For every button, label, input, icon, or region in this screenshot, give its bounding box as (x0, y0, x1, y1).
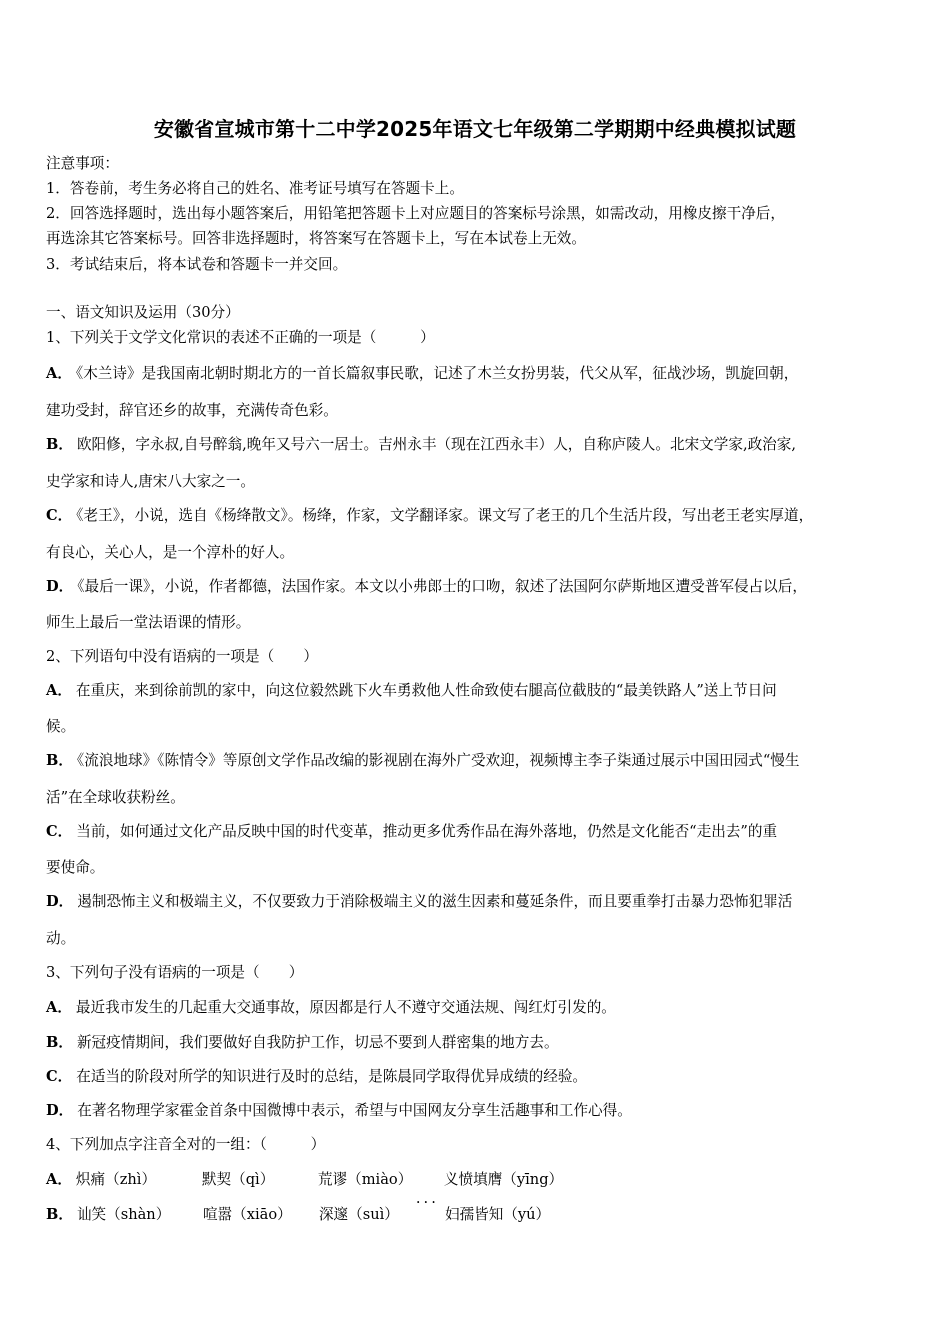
option-continuation: 动。 (46, 930, 76, 947)
page-title: 安徽省宣城市第十二中学2025年语文七年级第二学期期中经典模拟试题 (153, 117, 797, 141)
question-3-option-d (46, 1099, 632, 1120)
option-label: B． (46, 1034, 73, 1051)
pinyin-item: 深邃（suì） (318, 1206, 399, 1223)
option-continuation: 师生上最后一堂法语课的情形。 (46, 614, 251, 631)
pinyin-item: 默契（qì） (201, 1171, 275, 1188)
pinyin-item: 炽痛（zhì） (75, 1171, 157, 1188)
notice-item: 3．考试结束后，将本试卷和答题卡一并交回。 (46, 256, 348, 273)
option-label: C． (46, 823, 73, 840)
option-label: C． (46, 1068, 73, 1085)
option-continuation: 活”在全球收获粉丝。 (46, 789, 185, 806)
dots-text: ... (415, 1190, 439, 1207)
notice-item: 再选涂其它答案标号。回答非选择题时，将答案写在答题卡上，写在本试卷上无效。 (46, 230, 586, 247)
question-2-stem: 2、下列语句中没有语病的一项是（ ） (46, 648, 318, 665)
question-4-option-b (46, 1203, 550, 1224)
option-text: 《流浪地球》《陈情令》等原创文学作品改编的影视剧在海外广受欢迎，视频博主李子柒通过展示中国田园式“慢生 (76, 752, 800, 769)
question-1-option-a (46, 362, 798, 383)
option-text: 《木兰诗》是我国南北朝时期北方的一首长篇叙事民歌，记述了木兰女扮男装，代父从军，征战沙场，凯旋回朝， (75, 365, 799, 382)
option-label: D． (46, 578, 74, 595)
option-continuation: 有良心，关心人，是一个淳朴的好人。 (46, 544, 295, 561)
pinyin-item: 喧嚣（xiāo） (202, 1206, 292, 1223)
option-text: 在著名物理学家霍金首条中国微博中表示，希望与中国网友分享生活趣事和工作心得。 (77, 1102, 632, 1119)
option-label: B． (46, 1206, 73, 1223)
pinyin-item: 讪笑（shàn） (76, 1206, 171, 1223)
question-1-option-d (46, 575, 807, 596)
question-3-stem: 3、下列句子没有语病的一项是（ ） (46, 964, 304, 981)
option-continuation: 候。 (46, 718, 76, 735)
pinyin-item: 义愤填膺（yīng） (443, 1171, 564, 1188)
option-label: D． (46, 893, 74, 910)
notice-item: 1．答卷前，考生务必将自己的姓名、准考证号填写在答题卡上。 (46, 180, 464, 197)
question-4-option-a (46, 1168, 564, 1207)
option-label: A． (46, 999, 72, 1016)
option-continuation: 要使命。 (46, 859, 105, 876)
question-1-stem: 1、下列关于文学文化常识的表述不正确的一项是（ ） (46, 329, 435, 346)
option-continuation: 建功受封，辞官还乡的故事，充满传奇色彩。 (46, 402, 338, 419)
question-2-option-d (46, 890, 792, 911)
option-continuation: 史学家和诗人,唐宋八大家之一。 (46, 473, 255, 490)
pinyin-item: 荒谬（miào） (317, 1171, 413, 1188)
pinyin-item: 妇孺皆知（yú） (444, 1206, 551, 1223)
option-label: B． (46, 436, 73, 453)
option-text: 当前，如何通过文化产品反映中国的时代变革，推动更多优秀作品在海外落地，仍然是文化能否“走出去”的重 (76, 823, 778, 840)
option-text: 新冠疫情期间，我们要做好自我防护工作，切忌不要到人群密集的地方去。 (76, 1034, 559, 1051)
option-text: 《老王》，小说，选自《杨绛散文》。杨绛，作家，文学翻译家。课文写了老王的几个生活片段，写出老王老实厚道， (76, 507, 814, 524)
notice-item: 2．回答选择题时，选出每小题答案后，用铅笔把答题卡上对应题目的答案标号涂黑，如需改动，用橡皮擦干净后， (46, 205, 785, 222)
question-2-option-b (46, 749, 800, 770)
question-1-option-b (46, 433, 796, 454)
option-label: A． (46, 682, 72, 699)
option-text: 欧阳修，字永叔,自号醉翁,晚年又号六一居士。吉州永丰（现在江西永丰）人，自称庐陵人。北宋文学家,政治家, (76, 436, 796, 453)
question-4-stem: 4、下列加点字注音全对的一组：（ ） (46, 1136, 326, 1153)
notice-heading: 注意事项： (46, 155, 119, 172)
question-3-option-c (46, 1065, 587, 1086)
question-3-option-a (46, 996, 616, 1017)
option-text: 在适当的阶段对所学的知识进行及时的总结，是陈晨同学取得优异成绩的经验。 (76, 1068, 588, 1085)
option-label: D． (46, 1102, 74, 1119)
question-2-option-a (46, 679, 777, 700)
option-label: C． (46, 507, 73, 524)
option-label: B． (46, 752, 73, 769)
option-label: A． (46, 365, 72, 382)
question-2-option-c (46, 820, 777, 841)
section-heading: 一、语文知识及运用（30分） (46, 304, 240, 321)
option-text: 遏制恐怖主义和极端主义，不仅要致力于消除极端主义的滋生因素和蔓延条件，而且要重拳打击暴力恐怖犯罪活 (77, 893, 793, 910)
question-1-option-c (46, 504, 813, 525)
option-text: 最近我市发生的几起重大交通事故，原因都是行人不遵守交通法规、闯红灯引发的。 (75, 999, 616, 1016)
question-3-option-b (46, 1031, 559, 1052)
option-label: A． (46, 1171, 72, 1188)
option-text: 《最后一课》，小说，作者都德，法国作家。本文以小弗郎士的口吻，叙述了法国阿尔萨斯地区遭受普军侵占以后， (77, 578, 807, 595)
option-text: 在重庆，来到徐前凯的家中，向这位毅然跳下火车勇救他人性命致使右腿高位截肢的“最美铁路人”送上节日问 (75, 682, 777, 699)
